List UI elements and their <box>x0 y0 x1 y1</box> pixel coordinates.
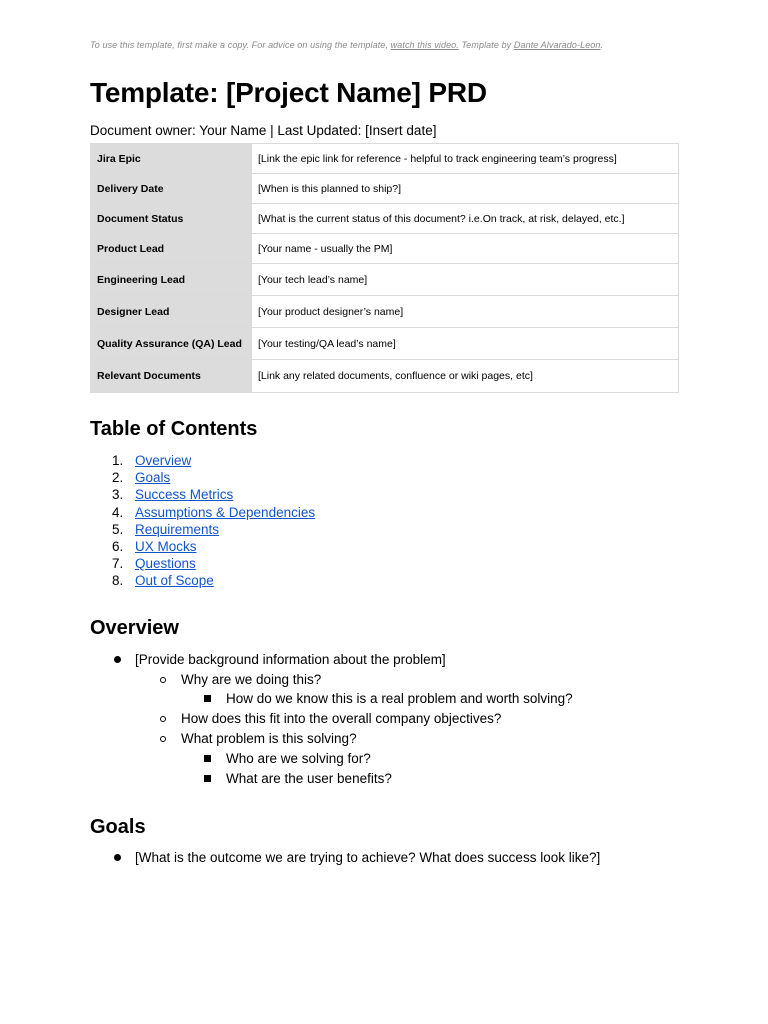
toc-link-success-metrics[interactable]: Success Metrics <box>135 487 234 503</box>
toc-number: 1. <box>112 453 124 468</box>
table-row <box>91 144 679 174</box>
goals-bullet: [What is the outcome we are trying to achieve? What does success look like?] <box>135 850 601 865</box>
row-value: [Your tech lead’s name] <box>252 264 679 296</box>
overview-sub-sub-bullet: How do we know this is a real problem and worth solving? <box>226 691 573 706</box>
row-key: Relevant Documents <box>91 360 252 393</box>
row-value: [Link the epic link for reference - helpful to track engineering team’s progress] <box>252 144 679 174</box>
toc-number: 8. <box>112 573 124 589</box>
watch-video-link[interactable]: watch this video. <box>390 40 459 50</box>
toc-item <box>90 521 315 538</box>
row-key: Delivery Date <box>91 174 252 204</box>
table-of-contents <box>90 452 315 590</box>
note-middle: Template by <box>458 40 514 50</box>
toc-number: 4. <box>112 504 124 520</box>
row-value: [Your name - usually the PM] <box>252 234 679 264</box>
toc-link-ux-mocks[interactable]: UX Mocks <box>135 538 197 554</box>
table-row <box>91 174 679 204</box>
toc-link-out-of-scope[interactable]: Out of Scope <box>135 573 214 589</box>
overview-heading: Overview <box>90 617 179 639</box>
toc-heading: Table of Contents <box>90 418 258 440</box>
goals-heading: Goals <box>90 816 146 838</box>
table-row <box>91 328 679 360</box>
overview-sub-bullet: How does this fit into the overall company objectives? <box>181 711 502 726</box>
row-value: [When is this planned to ship?] <box>252 174 679 204</box>
table-row <box>91 296 679 328</box>
toc-number: 3. <box>112 487 124 503</box>
template-usage-note <box>90 40 603 50</box>
overview-sub-bullet: What problem is this solving? <box>181 731 357 746</box>
row-key: Designer Lead <box>91 296 252 328</box>
row-key: Quality Assurance (QA) Lead <box>91 328 252 360</box>
table-row <box>91 234 679 264</box>
row-key: Engineering Lead <box>91 264 252 296</box>
row-value: [Your testing/QA lead’s name] <box>252 328 679 360</box>
project-info-table <box>90 143 679 393</box>
toc-number: 7. <box>112 556 124 572</box>
owner-line: Document owner: Your Name | Last Updated: [Insert date] <box>90 123 437 138</box>
toc-link-assumptions-dependencies[interactable]: Assumptions & Dependencies <box>135 504 316 520</box>
document-title: Template: [Project Name] PRD <box>90 77 487 108</box>
toc-link-goals[interactable]: Goals <box>135 470 171 486</box>
toc-link-overview[interactable]: Overview <box>135 453 192 468</box>
note-prefix: To use this template, first make a copy. For advice on using the template, <box>90 40 391 50</box>
table-row <box>91 204 679 234</box>
overview-sub-bullet: Why are we doing this? <box>181 672 322 687</box>
table-row <box>91 360 679 393</box>
row-value: [Link any related documents, confluence or wiki pages, etc] <box>252 360 679 393</box>
toc-link-requirements[interactable]: Requirements <box>135 521 220 537</box>
toc-item <box>90 538 315 555</box>
note-suffix: . <box>600 40 604 50</box>
overview-sub-sub-bullet: What are the user benefits? <box>226 771 392 786</box>
row-value: [Your product designer’s name] <box>252 296 679 328</box>
toc-item <box>90 452 315 469</box>
toc-number: 2. <box>112 470 124 486</box>
toc-item <box>90 504 315 521</box>
author-link[interactable]: Dante Alvarado-Leon <box>513 40 601 50</box>
toc-item <box>90 572 315 589</box>
overview-bullet: [Provide background information about the problem] <box>135 652 446 667</box>
toc-item <box>90 469 315 486</box>
table-row <box>91 264 679 296</box>
toc-item <box>90 486 315 503</box>
toc-number: 5. <box>112 521 124 537</box>
row-key: Product Lead <box>91 234 252 264</box>
toc-link-questions[interactable]: Questions <box>135 556 196 572</box>
row-key: Document Status <box>91 204 252 234</box>
toc-number: 6. <box>112 538 124 554</box>
overview-sub-sub-bullet: Who are we solving for? <box>226 751 371 766</box>
row-key: Jira Epic <box>91 144 252 174</box>
toc-item <box>90 555 315 572</box>
row-value: [What is the current status of this document? i.e.On track, at risk, delayed, etc.] <box>252 204 679 234</box>
